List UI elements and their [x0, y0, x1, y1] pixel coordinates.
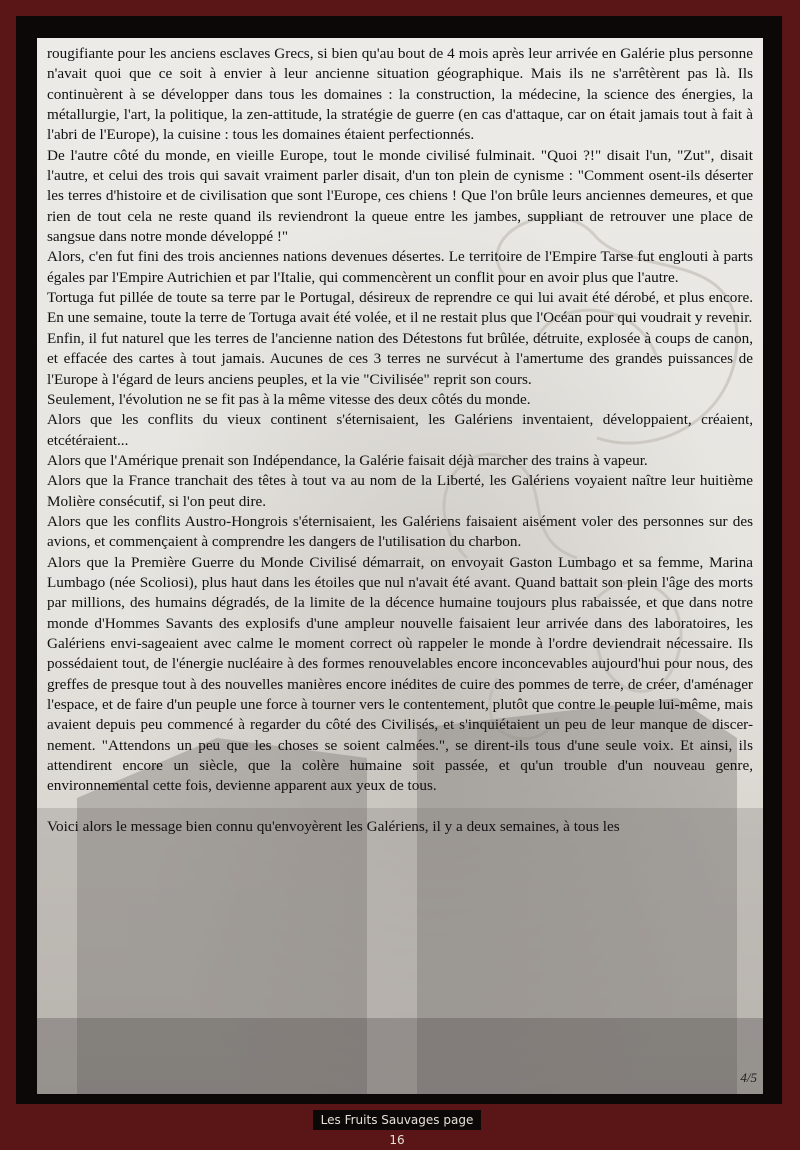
footer-caption: Les Fruits Sauvages page 16	[313, 1110, 481, 1130]
paragraph: Alors que les conflits du vieux continent s'éternisaient, les Galériens inventaient, développaient, créaient, etcétéraient...	[47, 411, 753, 449]
paragraph: Alors, c'en fut fini des trois anciennes nations devenues désertes. Le territoire de l'Empire Tarse fut englouti à parts égales par l'Empire Autrichien et par l'Italie, qui commencèrent un conflit pour en avoir plus que l'autre.	[47, 248, 753, 286]
page-sheet	[37, 38, 763, 1094]
paragraph: Seulement, l'évolution ne se fit pas à la même vitesse des deux côtés du monde.	[47, 390, 531, 408]
paragraph: rougifiante pour les anciens esclaves Grecs, si bien qu'au bout de 4 mois après leur arrivée en Galérie plus personne n'avait quoi que ce soit à envier à leur ancienne situation géographique. Mais ils ne s'arrêtèrent pas là. Ils continuèrent à se développer dans tous les domaines : la construction, la médecine, la science des énergies, la métallurgie, l'art, la politique, la zen-attitude, la stratégie de guerre (en cas d'attaque, car on était jamais tout à fait à l'abri de l'Europe), la cuisine : tous les domaines étaient perfectionnés.	[47, 45, 753, 144]
paragraph: Alors que la Première Guerre du Monde Civilisé démarrait, on envoyait Gaston Lumbago et sa femme, Marina Lumbago (née Scoliosi), plus haut dans les étoiles que nul n'avait été avant. Quand battait son plein l'âge des morts par millions, des humains dégradés, de la limite de la décence humaine toujours plus rabaissée, et que dans notre monde d'Hommes Savants des explosifs d'une ampleur nouvelle faisaient leur arrivée dans des laboratoires, les Galériens envi-sageaient avec calme le moment correct où rappeler le monde à l'ordre deviendrait nécessaire. Ils possédaient tout, de l'énergie nucléaire à des formes renouvelables encore inconcevables aujourd'hui pour nous, des greffes de presque tout à des nouvelles manières encore inédites de cuire des pommes de terre, de créer, d'aménager l'espace, et de faire d'un peuple une force à tourner vers le contentement, plutôt que contre le peuple lui-même, mais avaient depuis peu commencé à regarder du côté des Civilisés, et s'inquiétaient un peu de leur manque de discer-nement. "Attendons un peu que les choses se soient calmées.", se dirent-ils tous d'une seule voix. Et ainsi, ils attendirent encore un siècle, que la colère humaine soit passée, et qu'un trouble d'un nouveau genre, environnemental cette fois, devienne apparent aux yeux de tous.	[47, 553, 753, 795]
last-paragraph: Voici alors le message bien connu qu'envoyèrent les Galériens, il y a deux semaines, à tous les	[47, 817, 620, 835]
paragraph: Alors que la France tranchait des têtes à tout va au nom de la Liberté, les Galériens voyaient naître leur huitième Molière consécutif, si l'on peut dire.	[47, 472, 753, 510]
story-text	[47, 44, 753, 837]
paragraph: Alors que les conflits Austro-Hongrois s'éternisaient, les Galériens faisaient aisément voler des personnes sur des avions, et commençaient à comprendre les dangers de l'utilisation du charbon.	[47, 512, 753, 551]
paragraph: Tortuga fut pillée de toute sa terre par le Portugal, désireux de reprendre ce qui lui avait été dérobé, et plus encore. En une semaine, toute la terre de Tortuga avait été volée, et il ne restait plus que l'Océan pour qui voudrait y revenir.	[47, 289, 753, 327]
page-number: 4/5	[740, 1070, 757, 1085]
paragraph: Enfin, il fut naturel que les terres de l'ancienne nation des Détestons fut brûlée, détruite, explosée à coups de canon, et effacée des cartes à tout jamais. Aucunes de ces 3 terres ne survécut à l'amertume des grandes puissances de l'Europe à l'égard de leurs anciens peuples, et la vie "Civilisée" reprit son cours.	[47, 329, 753, 388]
paragraph: De l'autre côté du monde, en vieille Europe, tout le monde civilisé fulminait. "Quoi ?!" disait l'un, "Zut", disait l'autre, et celui des trois qui savait vraiment parler disait, d'un ton plein de cynisme : "Comment osent-ils déserter les terres d'histoire et de civilisation que sont l'Europe, ces chiens ! Que l'on brûle leurs anciennes demeures, et que rien de tout cela ne reste quand ils reviendront la queue entre les jambes, suppliant de retrouver une place de sangsue dans notre monde développé !"	[47, 146, 753, 246]
paragraph: Alors que l'Amérique prenait son Indépendance, la Galérie faisait déjà marcher des trains à vapeur.	[47, 451, 648, 469]
